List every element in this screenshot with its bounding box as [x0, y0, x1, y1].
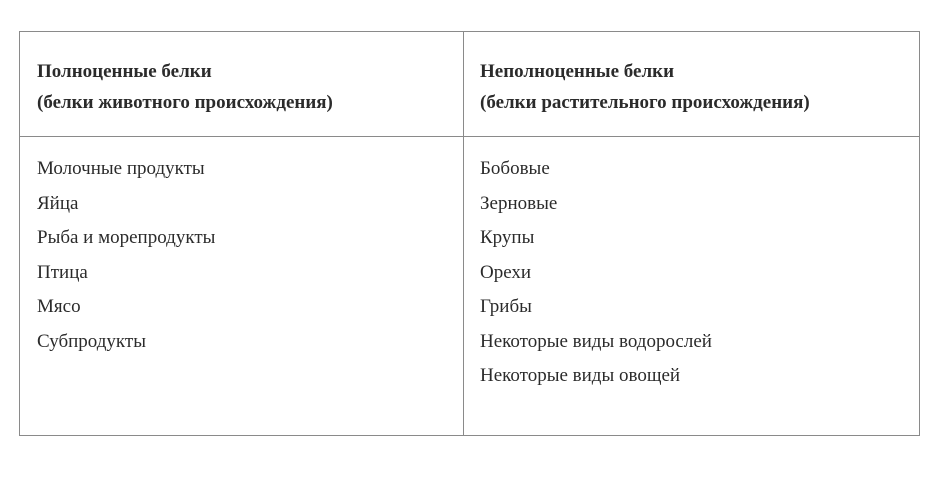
list-item: Птица: [37, 261, 88, 283]
list-item: Рыба и морепродукты: [37, 227, 216, 248]
list-item: Орехи: [480, 261, 532, 283]
list-item: Зерновые: [480, 192, 558, 214]
complete-proteins-list: [37, 152, 215, 359]
list-item: Субпродукты: [37, 330, 146, 352]
header-incomplete-proteins: [480, 56, 810, 118]
header-complete-subtitle: (белки животного происхождения): [37, 92, 333, 113]
list-item: Некоторые виды водорослей: [480, 330, 712, 352]
list-item: Яйца: [37, 192, 79, 214]
incomplete-proteins-list: [480, 152, 712, 394]
header-complete-proteins: [37, 56, 333, 118]
header-divider: [20, 136, 919, 137]
header-complete-title: Полноценные белки: [37, 61, 212, 82]
list-item: Некоторые виды овощей: [480, 365, 681, 386]
protein-comparison-table: [19, 31, 920, 436]
column-divider: [463, 32, 464, 435]
header-incomplete-subtitle: (белки растительного происхождения): [480, 92, 810, 113]
list-item: Крупы: [480, 227, 535, 248]
list-item: Молочные продукты: [37, 158, 205, 179]
list-item: Мясо: [37, 296, 81, 317]
list-item: Бобовые: [480, 158, 550, 179]
header-incomplete-title: Неполноценные белки: [480, 61, 675, 82]
list-item: Грибы: [480, 296, 532, 317]
